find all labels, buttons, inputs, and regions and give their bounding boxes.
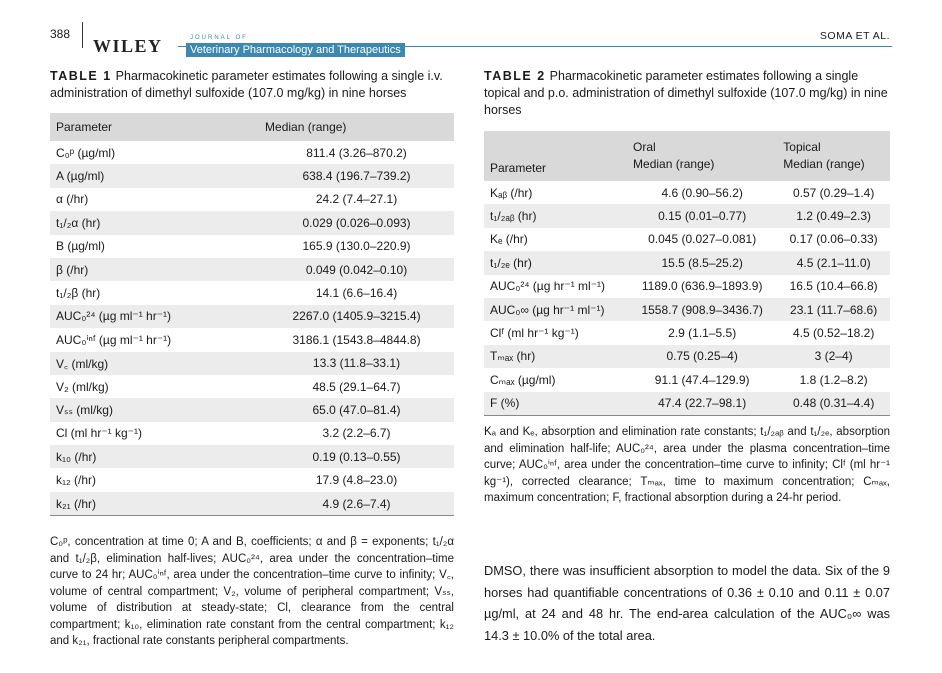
table-cell: t₁/₂α (hr) xyxy=(50,211,215,234)
table-cell: AUC₀²⁴ (µg hr⁻¹ ml⁻¹) xyxy=(490,279,606,294)
table-cell: 23.1 (11.7–68.6) xyxy=(777,298,890,321)
table-row xyxy=(484,392,890,416)
table-cell: k₁₀ (/hr) xyxy=(50,445,215,468)
table-cell: V₂ (ml/kg) xyxy=(56,379,109,394)
journal-name: Veterinary Pharmacology and Therapeutics xyxy=(186,43,405,57)
table-row xyxy=(484,345,890,368)
table-cell: 4.6 (0.90–56.2) xyxy=(661,185,743,200)
table1-col-median: Median (range) xyxy=(215,113,454,141)
table-cell: 2267.0 (1405.9–3215.4) xyxy=(215,305,454,328)
table-row xyxy=(50,188,454,211)
table-cell: 811.4 (3.26–870.2) xyxy=(306,145,407,160)
table-cell: 1558.7 (908.9–3436.7) xyxy=(627,298,777,321)
table-cell: Kₐᵦ (/hr) xyxy=(490,185,533,200)
table2-header-row xyxy=(484,131,890,181)
table-row xyxy=(50,468,454,491)
table-row xyxy=(50,328,454,351)
table1-label: TABLE 1 xyxy=(50,69,112,83)
table-cell: 65.0 (47.0–81.4) xyxy=(215,398,454,421)
table-cell: t₁/₂β (hr) xyxy=(56,286,101,301)
table-cell: k₁₂ (/hr) xyxy=(56,473,97,488)
table-cell: 0.029 (0.026–0.093) xyxy=(215,211,454,234)
table-row xyxy=(50,305,454,328)
table-cell: F (%) xyxy=(484,392,627,416)
table-cell: 0.48 (0.31–4.4) xyxy=(777,392,890,416)
table2-label: TABLE 2 xyxy=(484,69,546,83)
table-cell: AUC₀∞ (µg hr⁻¹ ml⁻¹) xyxy=(484,298,627,321)
table-cell: 0.045 (0.027–0.081) xyxy=(648,232,757,247)
table-cell: A (µg/ml) xyxy=(50,164,215,187)
table-cell: α (/hr) xyxy=(56,192,89,207)
table-row xyxy=(50,445,454,468)
table-cell: 91.1 (47.4–129.9) xyxy=(654,372,750,387)
running-head-authors: SOMA ET AL. xyxy=(819,30,890,42)
table-row xyxy=(484,321,890,344)
table-cell: Kₑ (/hr) xyxy=(490,232,528,247)
table-row xyxy=(484,181,890,204)
table2 xyxy=(484,131,890,416)
table2-col-oral-label: Oral xyxy=(633,140,656,154)
table-cell: 16.5 (10.4–66.8) xyxy=(789,279,878,294)
table-cell: 1189.0 (636.9–1893.9) xyxy=(641,279,763,294)
table-cell: 48.5 (29.1–64.7) xyxy=(312,379,401,394)
table-row xyxy=(484,251,890,274)
table-row xyxy=(50,375,454,398)
table-cell: 1.2 (0.49–2.3) xyxy=(777,204,890,227)
table2-col-parameter xyxy=(484,131,627,181)
table-cell: 638.4 (196.7–739.2) xyxy=(215,164,454,187)
page-header xyxy=(0,0,942,60)
table1-caption-text: Pharmacokinetic parameter estimates following a single i.v. administration of dimethyl sulfoxide (107.0 mg/kg) in nine horses xyxy=(50,69,443,100)
table-cell: 0.17 (0.06–0.33) xyxy=(789,232,878,247)
table-cell: 13.3 (11.8–33.1) xyxy=(215,352,454,375)
table-row xyxy=(50,164,454,187)
table2-col-topical-label: Topical xyxy=(783,140,821,154)
table-row xyxy=(484,298,890,321)
table-cell: 14.1 (6.6–16.4) xyxy=(315,286,398,301)
table-cell: 0.15 (0.01–0.77) xyxy=(627,204,777,227)
table-row xyxy=(50,211,454,234)
table-cell: 2.9 (1.1–5.5) xyxy=(668,326,737,341)
table-cell: t₁/₂ₐᵦ (hr) xyxy=(484,204,627,227)
table-cell: C₀ᵖ (µg/ml) xyxy=(56,145,116,160)
table1 xyxy=(50,113,454,516)
table-cell: AUC₀²⁴ (µg ml⁻¹ hr⁻¹) xyxy=(50,305,215,328)
table-cell: 1.8 (1.2–8.2) xyxy=(799,372,868,387)
table2-col-topical xyxy=(777,131,890,181)
table-cell: Tₘₐₓ (hr) xyxy=(484,345,627,368)
table1-footnote: C₀ᵖ, concentration at time 0; A and B, coefficients; α and β = exponents; t₁/₂α and t₁/₂β, elimination half-lives; AUC₀²⁴, area under the concentration–time curve to 24 hr; AUC₀ⁱⁿᶠ, area under the concentration–time curve to infinity; V꜀, volume of central compartment; V₂, volume of peripheral compartment; Vₛₛ, volume of distribution at steady-state; Cl, clearance from the central compartment; k₁₀, elimination rate constant from the central compartment; k₁₂ and k₂₁, fractional rate constants peripheral compartments. xyxy=(50,536,454,647)
table1-col-parameter: Parameter xyxy=(50,113,215,141)
body-paragraph: DMSO, there was insufficient absorption to model the data. Six of the 9 horses had quantifiable concentrations of 0.36 ± 0.10 and 0.11 ± 0.07 µg/ml, at 24 and 48 hr. The end-area calculation of the AUC₀∞ was 14.3 ± 10.0% of the total area. xyxy=(484,563,890,643)
table-row xyxy=(484,228,890,251)
table-row xyxy=(50,352,454,375)
table-cell: 47.4 (22.7–98.1) xyxy=(627,392,777,416)
table-cell: 0.19 (0.13–0.55) xyxy=(215,445,454,468)
table2-footnote: Kₐ and Kₑ, absorption and elimination rate constants; t₁/₂ₐᵦ and t₁/₂ₑ, absorption and elimination half-life; AUC₀²⁴, area under the plasma concentration–time curve; AUC₀ⁱⁿᶠ, area under the concentration–time curve to infinity; Clᶠ (ml hr⁻¹ kg⁻¹), corrected clearance; Tₘₐₓ, time to maximum concentration; Cₘₐₓ, maximum concentration; F, fractional absorption during a 24-hr period. xyxy=(484,426,890,504)
table-cell: Vₛₛ (ml/kg) xyxy=(50,398,215,421)
table-cell: V꜀ (ml/kg) xyxy=(50,352,215,375)
table2-col-oral-sub: Median (range) xyxy=(633,157,715,171)
table-cell: 15.5 (8.5–25.2) xyxy=(627,251,777,274)
page-number: 388 xyxy=(50,27,71,41)
table2-col-oral xyxy=(627,131,777,181)
table-cell: 17.9 (4.8–23.0) xyxy=(315,473,398,488)
table-cell: AUC₀ⁱⁿᶠ (µg ml⁻¹ hr⁻¹) xyxy=(56,332,172,347)
table-row xyxy=(50,141,454,164)
journal-prefix: JOURNAL OF xyxy=(190,35,248,41)
table-cell: Clᶠ (ml hr⁻¹ kg⁻¹) xyxy=(490,326,579,341)
publisher-logo: WILEY xyxy=(93,36,163,56)
table-cell: 3 (2–4) xyxy=(777,345,890,368)
table2-caption xyxy=(484,68,890,119)
table2-caption-text: Pharmacokinetic parameter estimates following a single topical and p.o. administration of dimethyl sulfoxide (107.0 mg/kg) in nine horses xyxy=(484,69,888,117)
table-cell: 3.2 (2.2–6.7) xyxy=(322,426,391,441)
table-cell: Cl (ml hr⁻¹ kg⁻¹) xyxy=(56,426,142,441)
table-cell: 4.5 (0.52–18.2) xyxy=(792,326,875,341)
table1-caption xyxy=(50,68,454,102)
table-row xyxy=(50,398,454,421)
table-cell: β (/hr) xyxy=(50,258,215,281)
table-cell: 0.57 (0.29–1.4) xyxy=(792,185,875,200)
table-row xyxy=(50,235,454,258)
table-row xyxy=(484,275,890,298)
table-row xyxy=(484,204,890,227)
table-cell: 24.2 (7.4–27.1) xyxy=(315,192,398,207)
table-cell: 0.049 (0.042–0.10) xyxy=(215,258,454,281)
table-cell: 4.5 (2.1–11.0) xyxy=(777,251,890,274)
table-row xyxy=(50,281,454,304)
table2-col-parameter-label: Parameter xyxy=(490,161,547,175)
table-row xyxy=(50,422,454,445)
table-cell: 0.75 (0.25–4) xyxy=(627,345,777,368)
table1-header-row xyxy=(50,113,454,141)
table-cell: k₂₁ (/hr) xyxy=(50,492,215,516)
table-row xyxy=(484,368,890,391)
table-cell: 4.9 (2.6–7.4) xyxy=(215,492,454,516)
header-divider xyxy=(82,22,83,48)
table-cell: Cₘₐₓ (µg/ml) xyxy=(490,372,556,387)
table-cell: B (µg/ml) xyxy=(56,239,105,254)
table-cell: 165.9 (130.0–220.9) xyxy=(302,239,411,254)
table-row xyxy=(50,492,454,516)
table2-col-topical-sub: Median (range) xyxy=(783,157,865,171)
table-cell: 3186.1 (1543.8–4844.8) xyxy=(292,332,421,347)
table-cell: t₁/₂ₑ (hr) xyxy=(484,251,627,274)
table-row xyxy=(50,258,454,281)
